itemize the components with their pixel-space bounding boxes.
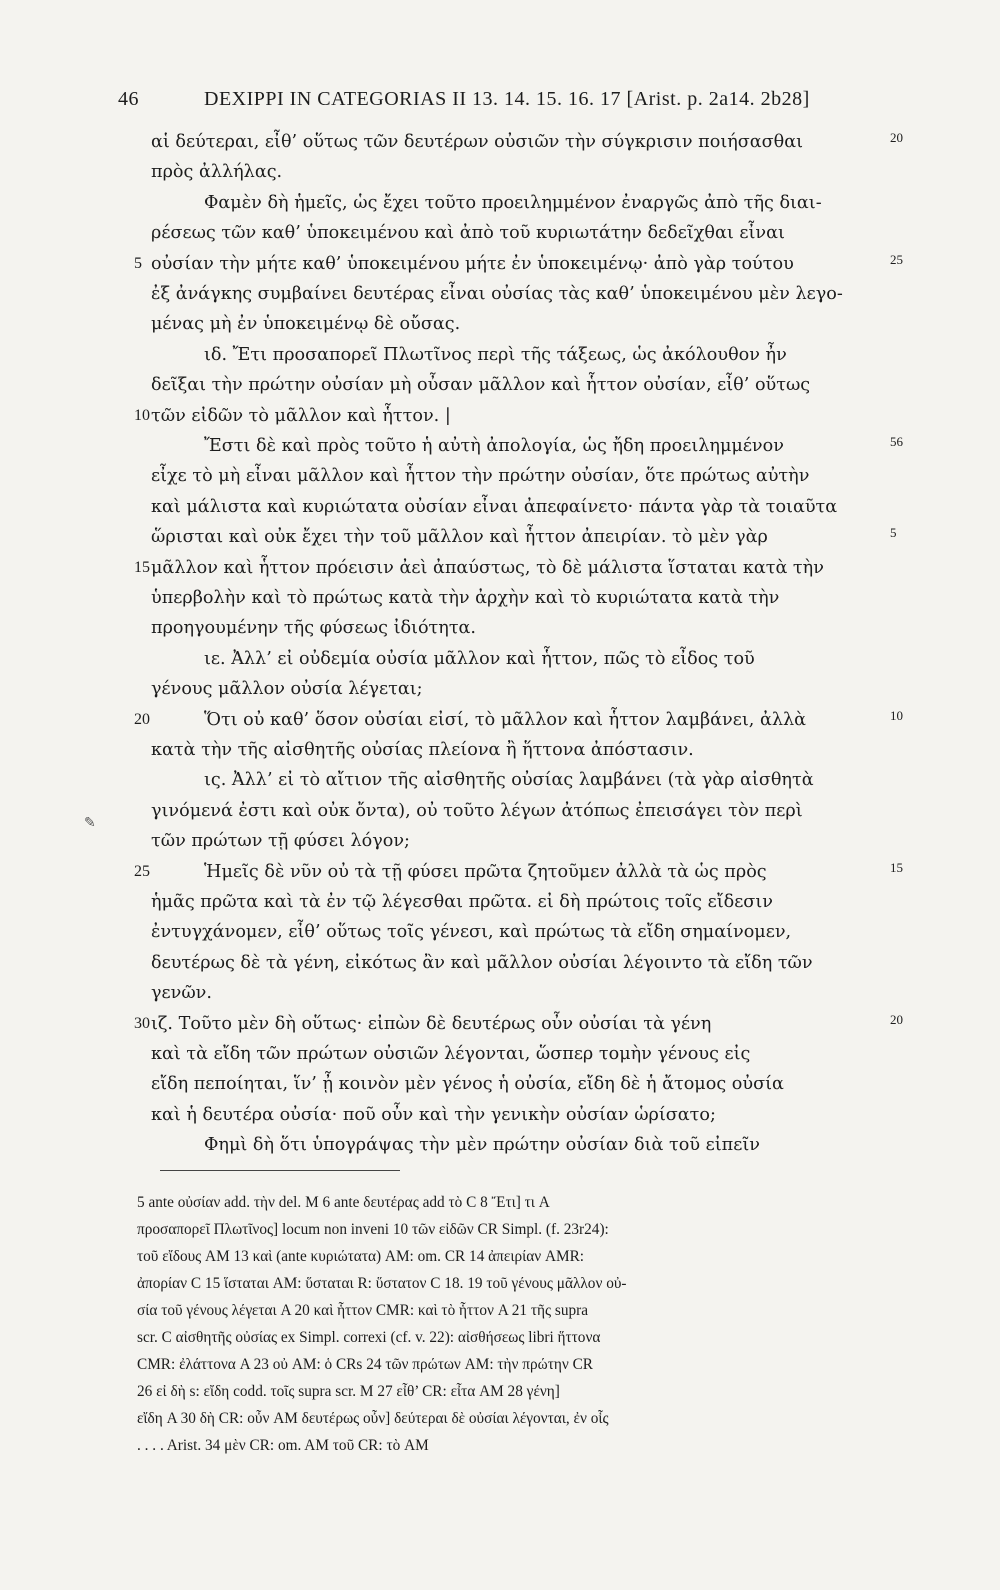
- text-line: [0, 553, 1000, 583]
- text-line: [0, 370, 1000, 400]
- text-line: [0, 826, 1000, 856]
- line-text: ιε. Ἀλλ’ εἰ οὐδεμία οὐσία μᾶλλον καὶ ἧττον, πῶς τὸ εἶδος τοῦ: [204, 648, 755, 669]
- apparatus-line: ἀπορίαν C 15 ἵσταται AM: ὕσταται R: ὕστατον C 18. 19 τοῦ γένους μᾶλλον οὐ-: [137, 1275, 627, 1292]
- line-number: 5: [134, 254, 142, 272]
- text-line: [0, 401, 1000, 431]
- line-text: καὶ τὰ εἴδη τῶν πρώτων οὐσιῶν λέγονται, ὥσπερ τομὴν γένους εἰς: [151, 1044, 751, 1064]
- line-text: Ἔστι δὲ καὶ πρὸς τοῦτο ἡ αὐτὴ ἀπολογία, ὡς ἤδη προειλημμένον: [204, 436, 784, 456]
- line-text: εἴδη πεποίηται, ἵν’ ᾖ κοινὸν μὲν γένος ἡ οὐσία, εἴδη δὲ ἡ ἄτομος οὐσία: [151, 1074, 784, 1095]
- apparatus-line: CMR: ἐλάττονα A 23 οὐ AM: ὁ CRs 24 τῶν πρώτων AM: τὴν πρώτην CR: [137, 1356, 593, 1373]
- text-line: [0, 309, 1000, 339]
- line-text: τῶν πρώτων τῇ φύσει λόγον;: [151, 831, 410, 852]
- text-line: [0, 1100, 1000, 1130]
- text-line: [0, 279, 1000, 309]
- line-number: 20: [134, 710, 150, 728]
- marginal-number: 5: [890, 525, 897, 541]
- text-line: [0, 1009, 1000, 1039]
- line-text: καὶ μάλιστα καὶ κυριώτατα οὐσίαν εἶναι ἀπεφαίνετο· πάντα γὰρ τὰ τοιαῦτα: [151, 496, 838, 517]
- line-text: Φαμὲν δὴ ἡμεῖς, ὡς ἔχει τοῦτο προειλημμένον ἐναργῶς ἀπὸ τῆς διαι-: [204, 192, 822, 213]
- line-text: προηγουμένην τῆς φύσεως ἰδιότητα.: [151, 618, 477, 639]
- apparatus-line: τοῦ εἴδους AM 13 καὶ (ante κυριώτατα) AM: om. CR 14 ἀπειρίαν AMR:: [137, 1248, 585, 1265]
- line-text: ἡμᾶς πρῶτα καὶ τὰ ἐν τῷ λέγεσθαι πρῶτα. εἰ δὴ πρώτοις τοῖς εἴδεσιν: [151, 892, 773, 912]
- footnote-rule: [160, 1170, 400, 1171]
- marginal-number: 20: [890, 130, 903, 145]
- line-text: δευτέρως δὲ τὰ γένη, εἰκότως ἂν καὶ μᾶλλον οὐσίαι λέγοιντο τὰ εἴδη τῶν: [151, 952, 813, 973]
- text-line: [0, 1069, 1000, 1099]
- line-number: 30: [134, 1014, 150, 1032]
- text-line: [0, 735, 1000, 765]
- text-line: [0, 765, 1000, 795]
- apparatus-line: scr. C αἰσθητῆς οὐσίας ex Simpl. correxi (cf. v. 22): αἰσθήσεως libri ἥττονα: [137, 1329, 601, 1346]
- running-title: DEXIPPI IN CATEGORIAS II 13. 14. 15. 16. 17 [Arist. p. 2a14. 2b28]: [204, 88, 810, 110]
- text-line: [0, 1039, 1000, 1069]
- text-line: [0, 644, 1000, 674]
- text-line: [0, 461, 1000, 491]
- text-line: [0, 492, 1000, 522]
- line-text: ιδ. Ἔτι προσαπορεῖ Πλωτῖνος περὶ τῆς τάξεως, ὡς ἀκόλουθον ἦν: [204, 344, 787, 365]
- text-line: [0, 157, 1000, 187]
- line-text: γενῶν.: [151, 983, 212, 1004]
- line-text: ρέσεως τῶν καθ’ ὑποκειμένου καὶ ἀπὸ τοῦ κυριωτάτην δεδεῖχθαι εἶναι: [151, 223, 785, 244]
- marginal-number: 10: [890, 707, 903, 723]
- line-text: εἶχε τὸ μὴ εἶναι μᾶλλον καὶ ἧττον τὴν πρώτην οὐσίαν, ὅτε πρώτως αὐτὴν: [151, 466, 810, 487]
- text-line: [0, 948, 1000, 978]
- text-line: [0, 218, 1000, 248]
- line-text: γένους μᾶλλον οὐσία λέγεται;: [151, 679, 423, 700]
- text-line: [0, 917, 1000, 947]
- line-text: κατὰ τὴν τῆς αἰσθητῆς οὐσίας πλείονα ἢ ἥττονα ἀπόστασιν.: [151, 740, 694, 760]
- line-text: μᾶλλον καὶ ἧττον πρόεισιν ἀεὶ ἀπαύστως, τὸ δὲ μάλιστα ἵσταται κατὰ τὴν: [151, 557, 824, 578]
- text-line: [0, 249, 1000, 279]
- text-line: [0, 188, 1000, 218]
- line-number: 10: [134, 406, 150, 424]
- line-text: καὶ ἡ δευτέρα οὐσία· ποῦ οὖν καὶ τὴν γενικὴν οὐσίαν ὡρίσατο;: [151, 1104, 716, 1125]
- line-text: Ἡμεῖς δὲ νῦν οὐ τὰ τῇ φύσει πρῶτα ζητοῦμεν ἀλλὰ τὰ ὡς πρὸς: [204, 861, 767, 882]
- apparatus-line: . . . . Arist. 34 μὲν CR: om. AM τοῦ CR: τὸ AM: [137, 1437, 429, 1454]
- text-line: [0, 674, 1000, 704]
- margin-mark: ✎: [84, 815, 96, 831]
- page-number: 46: [118, 88, 139, 110]
- line-text: μένας μὴ ἐν ὑποκειμένῳ δὲ οὔσας.: [151, 314, 461, 335]
- marginal-number: 25: [890, 251, 903, 267]
- text-line: [0, 340, 1000, 370]
- marginal-number: 20: [890, 1011, 903, 1027]
- text-line: [0, 522, 1000, 552]
- line-text: οὐσίαν τὴν μήτε καθ’ ὑποκειμένου μήτε ἐν ὑποκειμένῳ· ἀπὸ γὰρ τούτου: [151, 253, 794, 274]
- marginal-number: 56: [890, 434, 903, 449]
- apparatus-line: προσαπορεῖ Πλωτῖνος] locum non inveni 10 τῶν εἰδῶν CR Simpl. (f. 23r24):: [137, 1221, 609, 1238]
- apparatus-line: σία τοῦ γένους λέγεται A 20 καὶ ἧττον CMR: καὶ τὸ ἧττον A 21 τῆς supra: [137, 1302, 589, 1319]
- apparatus-line: εἴδη A 30 δὴ CR: οὖν AM δευτέρως οὖν] δεύτεραι δὲ οὐσίαι λέγονται, ἐν οἷς: [137, 1410, 609, 1427]
- apparatus-line: 26 εἰ δὴ s: εἴδη codd. τοῖς supra scr. M 27 εἶθ’ CR: εἶτα AM 28 γένη]: [137, 1383, 560, 1400]
- line-number: 25: [134, 862, 150, 880]
- text-line: [0, 796, 1000, 826]
- line-text: δεῖξαι τὴν πρώτην οὐσίαν μὴ οὖσαν μᾶλλον καὶ ἧττον οὐσίαν, εἶθ’ οὕτως: [151, 375, 811, 396]
- line-number: 15: [134, 558, 150, 576]
- line-text: ις. Ἀλλ’ εἰ τὸ αἴτιον τῆς αἰσθητῆς οὐσίας λαμβάνει (τὰ γὰρ αἰσθητὰ: [204, 770, 814, 791]
- text-line: [0, 887, 1000, 917]
- line-text: πρὸς ἀλλήλας.: [151, 162, 283, 183]
- line-text: αἱ δεύτεραι, εἶθ’ οὕτως τῶν δευτέρων οὐσιῶν τὴν σύγκρισιν ποιήσασθαι: [151, 132, 804, 152]
- line-text: ἐξ ἀνάγκης συμβαίνει δευτέρας εἶναι οὐσίας τὰς καθ’ ὑποκειμένου μὲν λεγο-: [151, 284, 843, 304]
- text-line: [0, 431, 1000, 461]
- line-text: ἐντυγχάνομεν, εἶθ’ οὕτως τοῖς γένεσι, καὶ πρώτως τὰ εἴδη σημαίνομεν,: [151, 922, 792, 943]
- text-line: [0, 1130, 1000, 1160]
- text-line: [0, 583, 1000, 613]
- line-text: ιζ. Τοῦτο μὲν δὴ οὕτως· εἰπὼν δὲ δευτέρως οὖν οὐσίαι τὰ γένη: [151, 1013, 712, 1034]
- line-text: Ὅτι οὐ καθ’ ὅσον οὐσίαι εἰσί, τὸ μᾶλλον καὶ ἧττον λαμβάνει, ἀλλὰ: [204, 709, 807, 730]
- marginal-number: 15: [890, 859, 903, 875]
- text-line: [0, 613, 1000, 643]
- line-text: ὥρισται καὶ οὐκ ἔχει τὴν τοῦ μᾶλλον καὶ ἧττον ἀπειρίαν. τὸ μὲν γὰρ: [151, 527, 768, 548]
- line-text: Φημὶ δὴ ὅτι ὑπογράψας τὴν μὲν πρώτην οὐσίαν διὰ τοῦ εἰπεῖν: [204, 1135, 760, 1156]
- apparatus-line: 5 ante οὐσίαν add. τὴν del. M 6 ante δευτέρας add τὸ C 8 Ἔτι] τι A: [137, 1194, 550, 1211]
- text-line: [0, 978, 1000, 1008]
- text-line: [0, 857, 1000, 887]
- text-line: [0, 127, 1000, 157]
- line-text: ὑπερβολὴν καὶ τὸ πρώτως κατὰ τὴν ἀρχὴν καὶ τὸ κυριώτατα κατὰ τὴν: [151, 588, 780, 608]
- line-text: τῶν εἰδῶν τὸ μᾶλλον καὶ ἧττον. |: [151, 405, 451, 426]
- text-line: [0, 705, 1000, 735]
- line-text: γινόμενά ἐστι καὶ οὐκ ὄντα), οὐ τοῦτο λέγων ἀτόπως ἐπεισάγει τὸν περὶ: [151, 800, 803, 821]
